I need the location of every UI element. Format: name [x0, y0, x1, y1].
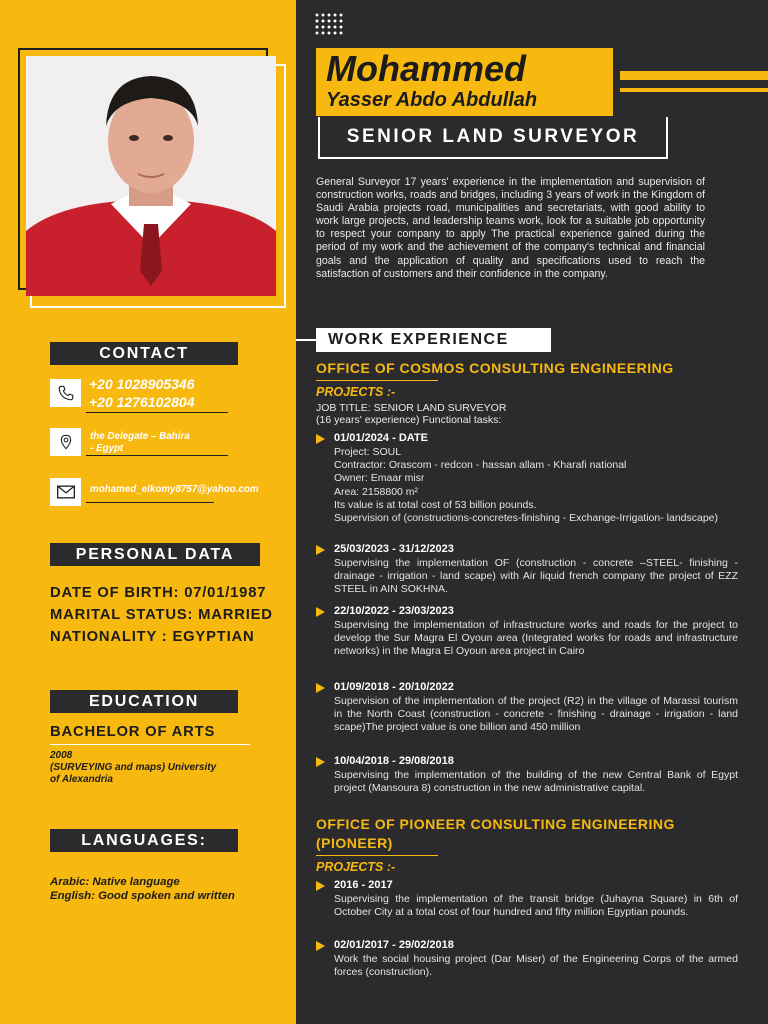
office-cosmos-title: OFFICE OF COSMOS CONSULTING ENGINEERING — [316, 360, 674, 376]
entry-description: Work the social housing project (Dar Miser) of the Engineering Corps of the armed forces (construction). — [334, 953, 738, 979]
contact-heading: CONTACT — [50, 342, 238, 365]
arrow-bullet-icon — [316, 757, 325, 767]
entry-date: 02/01/2017 - 29/02/2018 — [334, 939, 454, 951]
languages-list — [50, 875, 235, 903]
office-underline — [316, 855, 438, 856]
entry-date: 25/03/2023 - 31/12/2023 — [334, 543, 454, 555]
date-of-birth: DATE OF BIRTH: 07/01/1987 — [50, 585, 267, 601]
degree: BACHELOR OF ARTS — [50, 724, 216, 740]
arrow-bullet-icon — [316, 941, 325, 951]
office-name-line: OFFICE OF PIONEER CONSULTING ENGINEERING — [316, 816, 675, 832]
section-connector-line — [296, 339, 316, 341]
divider — [86, 412, 228, 413]
phone-numbers — [89, 375, 195, 411]
phone-number[interactable]: +20 1276102804 — [89, 394, 195, 410]
arrow-bullet-icon — [316, 434, 325, 444]
arrow-bullet-icon — [316, 607, 325, 617]
phone-number[interactable]: +20 1028905346 — [89, 376, 195, 392]
graduation-year: 2008 — [50, 750, 73, 761]
projects-label: PROJECTS :- — [316, 860, 396, 874]
nationality: NATIONALITY : EGYPTIAN — [50, 629, 255, 645]
arrow-bullet-icon — [316, 545, 325, 555]
first-name: Mohammed — [326, 48, 527, 89]
phone-icon — [57, 384, 75, 402]
office-underline — [316, 380, 438, 381]
languages-heading: LANGUAGES: — [50, 829, 238, 852]
experience-entry — [316, 543, 738, 599]
decorative-bar — [620, 71, 768, 80]
address — [90, 431, 190, 454]
profile-summary: General Surveyor 17 years' experience in the implementation and supervision of construction works, roads and bridges, including 3 years of work in the Kingdom of Saudi Arabia projects road, municipalities and secretariats, with good ability to work large projects, and leadership teams work, look for a suitable job opportunity to respect your company to apply The practical experience gained during the period of my work and the achievement of the company's technical and financial goals and the application of quality and specifications used to reach the satisfaction of customers and their confidence in the company. — [316, 176, 705, 280]
profile-photo — [26, 56, 276, 296]
full-name-rest: Yasser Abdo Abdullah — [326, 89, 538, 111]
university-line: of Alexandria — [50, 774, 113, 785]
job-title-line — [316, 402, 506, 426]
experience-entry — [316, 605, 738, 675]
office-pioneer-title — [316, 815, 675, 853]
experience-entry — [316, 939, 738, 983]
envelope-icon — [56, 484, 76, 500]
work-experience-heading: WORK EXPERIENCE — [316, 328, 551, 352]
entry-date: 01/09/2018 - 20/10/2022 — [334, 681, 454, 693]
job-title-text: JOB TITLE: SENIOR LAND SURVEYOR — [316, 402, 507, 414]
marital-status: MARITAL STATUS: MARRIED — [50, 607, 273, 623]
location-icon-box — [50, 428, 81, 456]
decorative-dots — [314, 12, 344, 36]
personal-data-list — [50, 582, 273, 648]
entry-date: 2016 - 2017 — [334, 879, 393, 891]
decorative-bar-thin — [620, 88, 768, 92]
entry-description: Project: SOUL Contractor: Orascom - redcon - hassan allam - Kharafi national Owner: Emaar misr Area: 2158800 m² Its value is at total cost of 53 billion pounds. Supervision of (constructions-concretes-finishing - Exchange-Irrigation- landscape) — [334, 446, 719, 525]
address-line: - Egypt — [90, 442, 124, 454]
education-heading: EDUCATION — [50, 690, 238, 713]
entry-date: 22/10/2022 - 23/03/2023 — [334, 605, 454, 617]
language-english: English: Good spoken and written — [50, 890, 235, 902]
experience-text: (16 years' experience) Functional tasks: — [316, 414, 502, 426]
entry-description: Supervising the implementation of infrastructure works and roads for the project to develop the Sur Magra El Oyoun area (Integrated works for roads and infrastructure networks) in the Magra El Oyoun area project in Cairo — [334, 619, 738, 658]
arrow-bullet-icon — [316, 881, 325, 891]
divider — [86, 502, 214, 503]
entry-description: Supervising the implementation of the transit bridge (Juhayna Square) in 6th of October City at a total cost of four hundred and fifty million Egyptian pounds. — [334, 893, 738, 919]
language-arabic: Arabic: Native language — [50, 876, 180, 888]
divider — [50, 744, 250, 745]
experience-entry — [316, 879, 738, 935]
entry-description: Supervising the implementation OF (construction - concrete –STEEL- finishing - drainage - irrigation - land scape) with Air liquid french company the project of EZZ STEEL in AIN SOKHNA. — [334, 557, 738, 596]
university-line: (SURVEYING and maps) University — [50, 762, 217, 773]
name-banner — [316, 48, 613, 116]
experience-entry — [316, 432, 738, 538]
entry-date: 10/04/2018 - 29/08/2018 — [334, 755, 454, 767]
job-title-box — [318, 117, 668, 159]
arrow-bullet-icon — [316, 683, 325, 693]
experience-entry — [316, 755, 738, 813]
office-name-line: (PIONEER) — [316, 835, 393, 851]
email-link[interactable]: mohamed_elkomy8757@yahoo.com — [90, 484, 259, 495]
experience-entry — [316, 681, 738, 751]
projects-label: PROJECTS :- — [316, 385, 396, 399]
phone-icon-box — [50, 379, 81, 407]
entry-date: 01/01/2024 - DATE — [334, 432, 428, 444]
email-icon-box — [50, 478, 81, 506]
location-pin-icon — [58, 433, 74, 451]
job-title: SENIOR LAND SURVEYOR — [346, 126, 640, 147]
entry-description: Supervising the implementation of the building of the new Central Bank of Egypt project (Mansoura 8) construction in the new administrative capital. — [334, 769, 738, 795]
personal-data-heading: PERSONAL DATA — [50, 543, 260, 566]
entry-description: Supervision of the implementation of the project (R2) in the village of Marassi tourism in the North Coast (construction - concrete - finishing - drainage - irrigation - land scape)The project value is one billion and 450 million — [334, 695, 738, 734]
education-details — [50, 750, 216, 786]
divider — [86, 455, 228, 456]
address-line: the Delegate – Bahira — [90, 431, 190, 442]
